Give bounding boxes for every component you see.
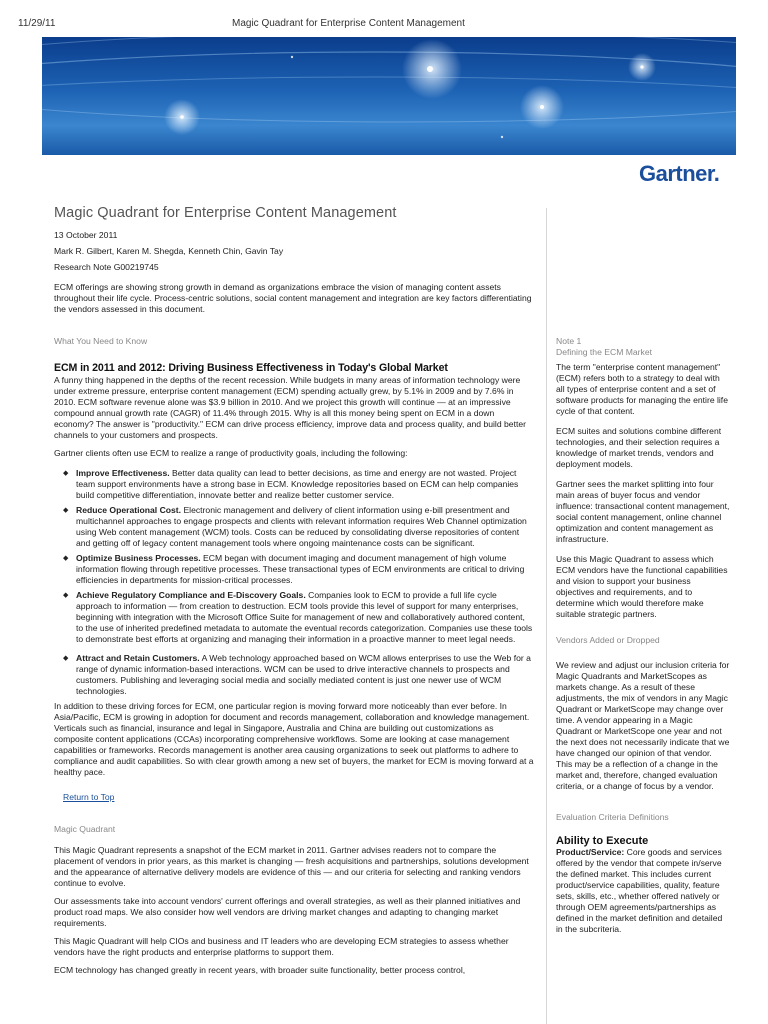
return-to-top-link[interactable]: Return to Top — [63, 792, 115, 802]
list-item-title: Improve Effectiveness. — [76, 468, 170, 478]
list-item — [54, 505, 534, 549]
print-date: 11/29/11 — [18, 18, 56, 29]
evaluation-label: Evaluation Criteria Definitions — [556, 812, 669, 822]
paragraph: In addition to these driving forces for ECM, one particular region is moving forward more noticeably than ever before. In Asia/Pacific, ECM is growing in adoption for document and records management, collaboration and knowledge management. Verticals such as financial, insurance and legal in Singapore, Australia and China are building out customizations as composite content applications (CCAs) incorporating comprehensive workflows. Some are looking at case management capabilities or frameworks. Records management is another area causing organizations to seek out platforms to adhere to compliance and audit capabilities. So with clear growth among a new set of buyers, the market for ECM is moving forward at a healthy pace. — [54, 701, 534, 777]
paragraph: A funny thing happened in the depths of the recent recession. While budgets in many areas of information technology were under extreme pressure, enterprise content management (ECM) spending actually grew, by 5.1% in 2009 and by 7.6% in 2010. ECM software revenue alone was $3.9 billion in 2010. And we project this growth will continue — at an impressive compound annual growth rate (CAGR) of 11.4% through 2015. Why is all this money being spent on ECM in a down economy? The answer is "productivity." ECM can drive process efficiency, improve data and process quality, and build better channels to your customers and prospects. — [54, 375, 526, 440]
bullet-icon: ◆ — [63, 555, 69, 562]
print-page-title: Magic Quadrant for Enterprise Content Management — [232, 18, 465, 29]
list-item-text: ECM began with document imaging and document management of high volume information flowing through repetitive processes. These transactional types of ECM environments are critical to driving efficiencies in departments for mission-critical processes. — [76, 553, 525, 585]
section-label-magic-quadrant: Magic Quadrant — [54, 824, 116, 834]
paragraph: Our assessments take into account vendors' current offerings and overall strategies, as well as their planned initiatives and product road maps. We also consider how well vendors are driving market changes and adapting to changing market requirements. — [54, 896, 521, 928]
bullet-icon: ◆ — [63, 507, 69, 514]
gartner-logo — [639, 161, 719, 187]
column-divider — [546, 208, 547, 1024]
banner-graphic — [42, 37, 736, 155]
list-item-title: Reduce Operational Cost. — [76, 505, 182, 515]
list-item — [54, 553, 534, 586]
authors: Mark R. Gilbert, Karen M. Shegda, Kenneth Chin, Gavin Tay — [54, 246, 284, 256]
sidebar — [556, 336, 730, 944]
header-banner — [42, 37, 736, 155]
section-label-what-you-need-to-know: What You Need to Know — [54, 336, 148, 346]
list-item — [54, 653, 534, 697]
vendors-label: Vendors Added or Dropped — [556, 635, 660, 645]
bullet-icon: ◆ — [63, 655, 69, 662]
bullet-icon: ◆ — [63, 592, 69, 599]
print-header — [0, 0, 768, 36]
product-service-paragraph — [556, 847, 730, 935]
paragraph: Gartner clients often use ECM to realize a range of productivity goals, including the following: — [54, 448, 408, 458]
list-item — [54, 468, 534, 501]
product-service-title: Product/Service: — [556, 847, 625, 857]
ability-heading: Ability to Execute — [556, 835, 649, 847]
note-paragraph: Use this Magic Quadrant to assess which ECM vendors have the functional capabilities and vision to support your business objectives and requirements, and to determine which would therefore make suitable strategic partners. — [556, 554, 728, 619]
list-item-text: A Web technology approached based on WCM allows enterprises to use the Web for a range of dynamic information-based interactions. WCM can be used to drive interactive channels to prospects and customers. Publishing and leveraging social media and socially mediated content is just one newer use of WCM technologies. — [76, 653, 531, 696]
publish-date: 13 October 2011 — [54, 230, 118, 240]
note-title: Defining the ECM Market — [556, 347, 652, 357]
paragraph: ECM technology has changed greatly in recent years, with broader suite functionality, better process control, — [54, 965, 466, 975]
note-paragraph: Gartner sees the market splitting into four main areas of buyer focus and vendor influence: transactional content management, social content management, online channel optimization and content management as infrastructure. — [556, 479, 730, 544]
logo-text: Gartner — [639, 161, 714, 186]
list-item-text: Companies look to ECM to provide a full life cycle approach to information — from creation to destruction. ECM tools provide this level of support for many enterprises, beginning with integration with the Microsoft Office Suite for management of new and collaboratively authored content, to the use of inherited predefined metadata to automate the eventual records categorization. Companies use these tools to demonstrate best efforts at organizing and managing their information in a proactive manner to meet legal needs. — [76, 590, 533, 644]
research-note-id: Research Note G00219745 — [54, 262, 159, 272]
section-heading: ECM in 2011 and 2012: Driving Business Effectiveness in Today's Global Market — [54, 362, 448, 374]
paragraph: This Magic Quadrant will help CIOs and business and IT leaders who are developing ECM strategies to assess whether vendors have the right products and enterprise platforms to support them. — [54, 936, 509, 957]
note-paragraph: The term "enterprise content management" (ECM) refers both to a strategy to deal with all types of enterprise content and a set of software products for managing the entire life cycle of that content. — [556, 362, 728, 416]
list-item-title: Optimize Business Processes. — [76, 553, 201, 563]
goals-list — [54, 468, 534, 697]
document-title: Magic Quadrant for Enterprise Content Management — [54, 205, 397, 221]
paragraph: This Magic Quadrant represents a snapshot of the ECM market in 2011. Gartner advises readers not to compare the placement of vendors in prior years, as this market is changing — fresh acquisitions and partnerships, solutions development and the appearance of alternative delivery models are evidence of this — and our criteria for selecting and ranking vendors continue to evolve. — [54, 845, 529, 888]
bullet-icon: ◆ — [63, 470, 69, 477]
list-item-title: Attract and Retain Customers. — [76, 653, 200, 663]
list-item-text: Better data quality can lead to better decisions, as time and energy are not wasted. Project team support environments have a strong base in ECM. Knowledge repositories based on ECM can help companies build competitive differentiation, innovate better and realize better customer service. — [76, 468, 519, 500]
logo-dot: . — [713, 161, 720, 186]
summary: ECM offerings are showing strong growth in demand as organizations embrace the vision of managing content assets throughout their life cycle. Process-centric solutions, social content management and integration are key factors differentiating the vendors assessed in this document. — [54, 282, 532, 314]
list-item — [54, 590, 534, 645]
list-item-title: Achieve Regulatory Compliance and E-Discovery Goals. — [76, 590, 306, 600]
note-paragraph: ECM suites and solutions combine different technologies, and their selection requires a knowledge of market trends, vendors and deployment models. — [556, 426, 722, 469]
vendors-paragraph: We review and adjust our inclusion criteria for Magic Quadrants and MarketScopes as markets change. As a result of these adjustments, the mix of vendors in any Magic Quadrant or MarketScope may change over time. A vendor appearing in a Magic Quadrant or MarketScope one year and not the next does not necessarily indicate that we have changed our opinion of that vendor. This may be a reflection of a change in the market and, therefore, changed evaluation criteria, or a change of focus by a vendor. — [556, 660, 730, 791]
product-service-text: Core goods and services offered by the vendor that compete in/serve the defined market. This includes current product/service capabilities, quality, feature sets, skills, etc., whether offered natively or through OEM agreements/partnerships as defined in the market definition and detailed in the subcriteria. — [556, 847, 723, 934]
main-column — [54, 205, 534, 983]
note-label: Note 1 — [556, 336, 582, 346]
list-item-text: Electronic management and delivery of client information using e-bill presentment and multichannel approaches to engage prospects and clients with relevant information requires Web Channel optimization using Web content management (WCM) tools. Costs can be reduced by consolidating diverse repositories of content and getting off of legacy content management tools where ongoing maintenance costs can be significant. — [76, 505, 527, 548]
